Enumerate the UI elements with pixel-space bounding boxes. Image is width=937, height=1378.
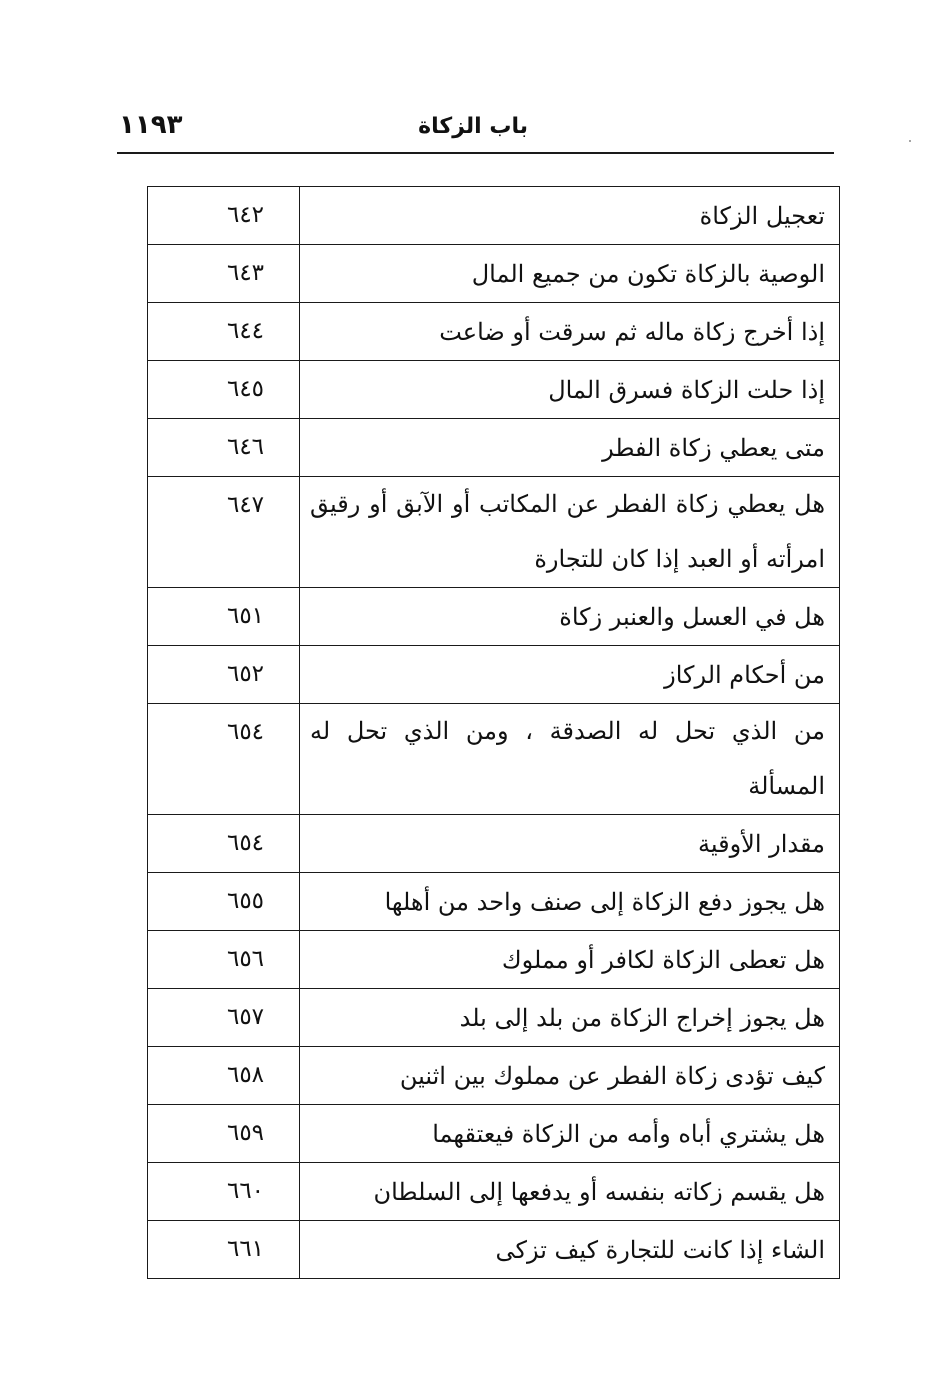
entry-title: من أحكام الركاز bbox=[300, 646, 840, 704]
entry-page: ٦٥٥ bbox=[148, 873, 300, 931]
entry-page: ٦٥١ bbox=[148, 588, 300, 646]
contents-table bbox=[147, 186, 840, 1279]
entry-page: ٦٥٧ bbox=[148, 989, 300, 1047]
entry-page: ٦٥٦ bbox=[148, 931, 300, 989]
entry-page: ٦٦٠ bbox=[148, 1163, 300, 1221]
entry-page: ٦٤٤ bbox=[148, 303, 300, 361]
entry-title: الوصية بالزكاة تكون من جميع المال bbox=[300, 245, 840, 303]
table-row bbox=[148, 303, 840, 361]
entry-title: إذا أخرج زكاة ماله ثم سرقت أو ضاعت bbox=[300, 303, 840, 361]
entry-page: ٦٥٨ bbox=[148, 1047, 300, 1105]
entry-title: كيف تؤدى زكاة الفطر عن مملوك بين اثنين bbox=[300, 1047, 840, 1105]
entry-page: ٦٤٦ bbox=[148, 419, 300, 477]
entry-title: هل يشتري أباه وأمه من الزكاة فيعتقهما bbox=[300, 1105, 840, 1163]
table-row bbox=[148, 361, 840, 419]
entry-title: هل يقسم زكاته بنفسه أو يدفعها إلى السلطان bbox=[300, 1163, 840, 1221]
scan-speck bbox=[909, 140, 911, 142]
entry-page: ٦٤٢ bbox=[148, 187, 300, 245]
entry-title: هل في العسل والعنبر زكاة bbox=[300, 588, 840, 646]
entry-title: هل يجوز دفع الزكاة إلى صنف واحد من أهلها bbox=[300, 873, 840, 931]
entry-page: ٦٦١ bbox=[148, 1221, 300, 1279]
table-row bbox=[148, 1105, 840, 1163]
entry-title: من الذي تحل له الصدقة ، ومن الذي تحل له المسألة bbox=[300, 704, 840, 815]
table-row bbox=[148, 477, 840, 588]
table-row bbox=[148, 1221, 840, 1279]
entry-title: إذا حلت الزكاة فسرق المال bbox=[300, 361, 840, 419]
page-title: باب الزكاة bbox=[418, 114, 528, 139]
table-row bbox=[148, 989, 840, 1047]
page-number: ١١٩٣ bbox=[119, 110, 183, 140]
entry-page: ٦٥٢ bbox=[148, 646, 300, 704]
entry-title: هل تعطى الزكاة لكافر أو مملوك bbox=[300, 931, 840, 989]
entry-page: ٦٥٤ bbox=[148, 815, 300, 873]
table-row bbox=[148, 646, 840, 704]
table-row bbox=[148, 419, 840, 477]
entry-page: ٦٥٩ bbox=[148, 1105, 300, 1163]
table-row bbox=[148, 245, 840, 303]
table-row bbox=[148, 931, 840, 989]
entry-title: هل يعطي زكاة الفطر عن المكاتب أو الآبق أو رقيق امرأته أو العبد إذا كان للتجارة bbox=[300, 477, 840, 588]
entry-page: ٦٤٣ bbox=[148, 245, 300, 303]
entry-title: هل يجوز إخراج الزكاة من بلد إلى بلد bbox=[300, 989, 840, 1047]
page-header bbox=[117, 108, 834, 154]
table-row bbox=[148, 704, 840, 815]
entry-page: ٦٥٤ bbox=[148, 704, 300, 815]
table-row bbox=[148, 873, 840, 931]
table-row bbox=[148, 1047, 840, 1105]
table-row bbox=[148, 187, 840, 245]
entry-title: مقدار الأوقية bbox=[300, 815, 840, 873]
table-row bbox=[148, 588, 840, 646]
entry-title: متى يعطي زكاة الفطر bbox=[300, 419, 840, 477]
table-row bbox=[148, 1163, 840, 1221]
entry-title: الشاء إذا كانت للتجارة كيف تزكى bbox=[300, 1221, 840, 1279]
entry-page: ٦٤٥ bbox=[148, 361, 300, 419]
entry-title: تعجيل الزكاة bbox=[300, 187, 840, 245]
entry-page: ٦٤٧ bbox=[148, 477, 300, 588]
table-row bbox=[148, 815, 840, 873]
